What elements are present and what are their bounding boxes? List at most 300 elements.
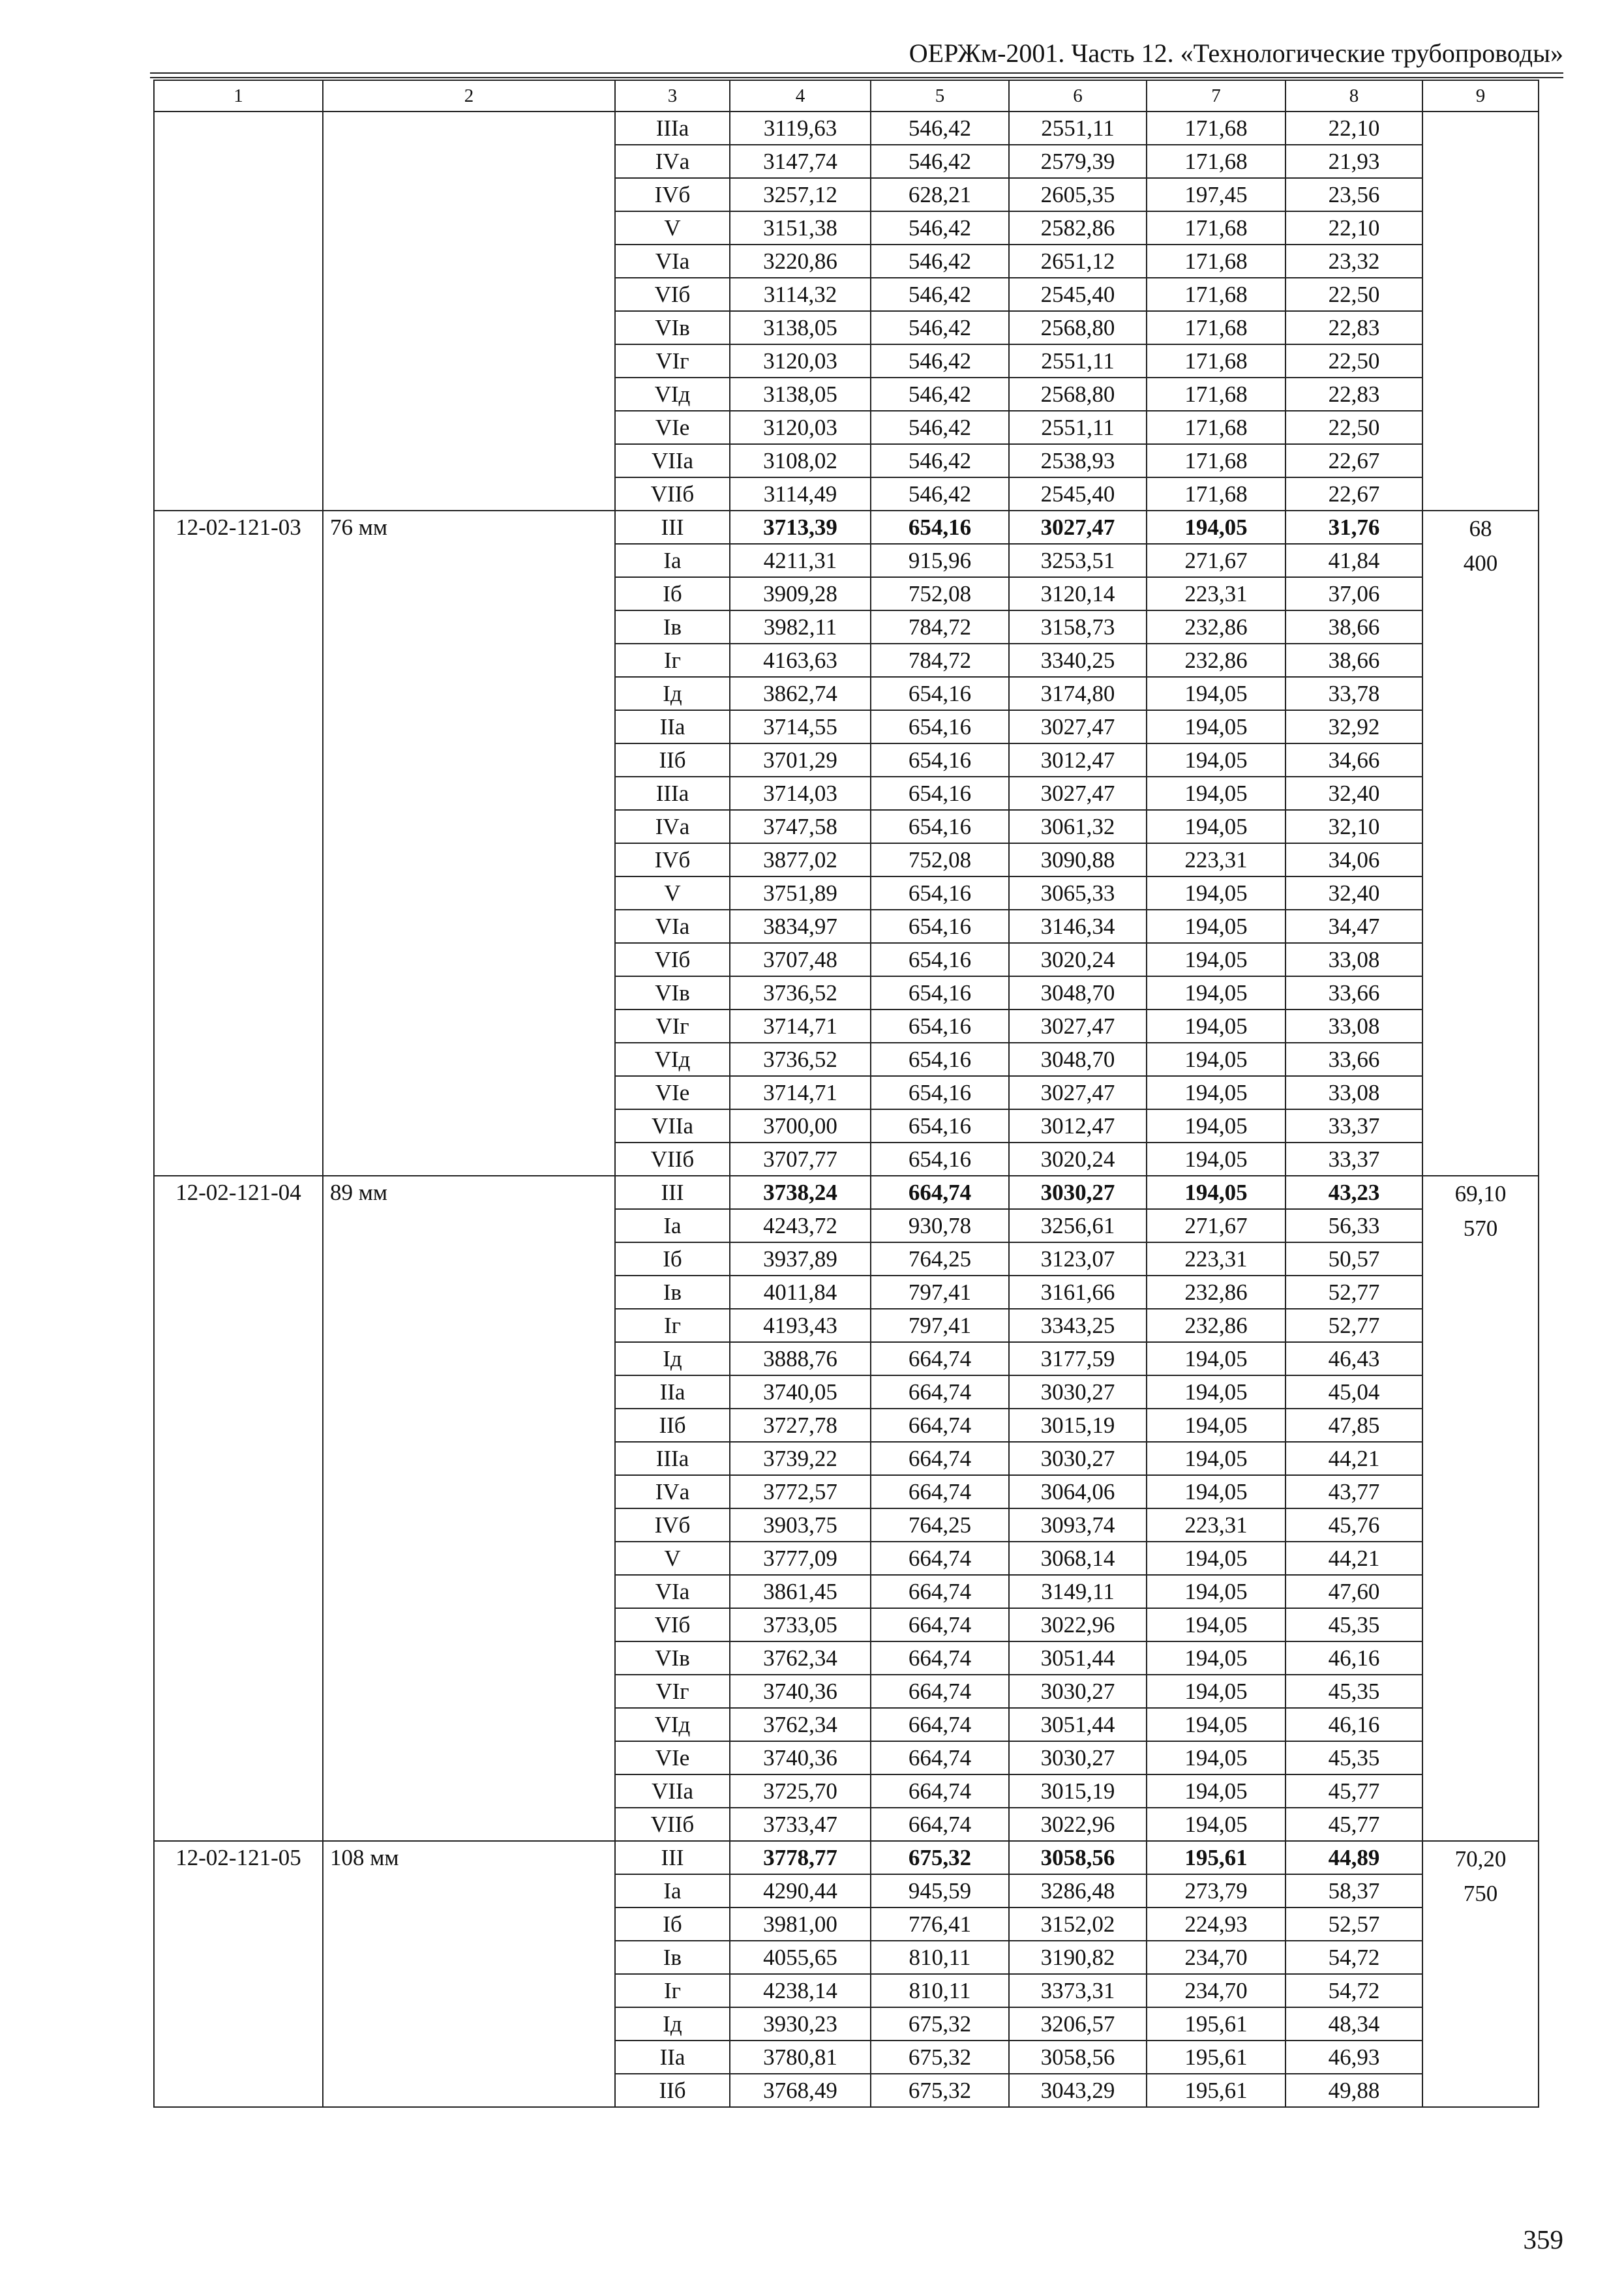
value-cell: 3736,52 bbox=[730, 976, 871, 1010]
value-cell: 232,86 bbox=[1147, 1276, 1286, 1309]
condition-cell: VIIб bbox=[615, 1143, 730, 1176]
value-cell: 675,32 bbox=[871, 2007, 1009, 2041]
value-cell: 3030,27 bbox=[1009, 1442, 1147, 1475]
value-cell: 46,16 bbox=[1286, 1708, 1422, 1741]
value-cell: 3030,27 bbox=[1009, 1675, 1147, 1708]
value-cell: 945,59 bbox=[871, 1874, 1009, 1908]
column-number-cell: 7 bbox=[1147, 80, 1286, 112]
value-cell: 232,86 bbox=[1147, 1309, 1286, 1342]
value-cell: 43,77 bbox=[1286, 1475, 1422, 1508]
condition-cell: VIб bbox=[615, 1608, 730, 1641]
value-cell: 194,05 bbox=[1147, 677, 1286, 710]
value-cell: 546,42 bbox=[871, 477, 1009, 511]
value-cell: 3733,05 bbox=[730, 1608, 871, 1641]
value-cell: 3701,29 bbox=[730, 743, 871, 777]
value-cell: 3020,24 bbox=[1009, 1143, 1147, 1176]
value-cell: 2579,39 bbox=[1009, 145, 1147, 178]
value-cell: 3120,03 bbox=[730, 411, 871, 444]
value-cell: 171,68 bbox=[1147, 311, 1286, 344]
value-cell: 232,86 bbox=[1147, 644, 1286, 677]
value-cell: 915,96 bbox=[871, 544, 1009, 577]
value-cell: 664,74 bbox=[871, 1409, 1009, 1442]
column-number-cell: 5 bbox=[871, 80, 1009, 112]
value-cell: 3051,44 bbox=[1009, 1641, 1147, 1675]
value-cell: 784,72 bbox=[871, 610, 1009, 644]
value-cell: 930,78 bbox=[871, 1209, 1009, 1242]
value-cell: 3027,47 bbox=[1009, 1076, 1147, 1109]
value-cell: 3027,47 bbox=[1009, 710, 1147, 743]
value-cell: 3174,80 bbox=[1009, 677, 1147, 710]
value-cell: 3043,29 bbox=[1009, 2074, 1147, 2107]
value-cell: 654,16 bbox=[871, 1043, 1009, 1076]
value-cell: 194,05 bbox=[1147, 876, 1286, 910]
code-cell: 12-02-121-05 bbox=[154, 1841, 323, 2107]
condition-cell: Iб bbox=[615, 1908, 730, 1941]
condition-cell: VIб bbox=[615, 943, 730, 976]
value-cell: 3012,47 bbox=[1009, 743, 1147, 777]
code-cell bbox=[154, 112, 323, 511]
value-cell: 3190,82 bbox=[1009, 1941, 1147, 1974]
value-cell: 3888,76 bbox=[730, 1342, 871, 1375]
value-cell: 194,05 bbox=[1147, 1542, 1286, 1575]
value-cell: 3256,61 bbox=[1009, 1209, 1147, 1242]
value-cell: 194,05 bbox=[1147, 910, 1286, 943]
value-cell: 47,85 bbox=[1286, 1409, 1422, 1442]
condition-cell: VIв bbox=[615, 311, 730, 344]
value-cell: 32,92 bbox=[1286, 710, 1422, 743]
value-cell: 171,68 bbox=[1147, 378, 1286, 411]
value-cell: 546,42 bbox=[871, 245, 1009, 278]
value-cell: 3981,00 bbox=[730, 1908, 871, 1941]
value-cell: 3048,70 bbox=[1009, 976, 1147, 1010]
value-cell: 3930,23 bbox=[730, 2007, 871, 2041]
value-cell: 3727,78 bbox=[730, 1409, 871, 1442]
value-cell: 171,68 bbox=[1147, 211, 1286, 245]
condition-cell: IVб bbox=[615, 1508, 730, 1542]
value-cell: 22,50 bbox=[1286, 278, 1422, 311]
value-cell: 546,42 bbox=[871, 378, 1009, 411]
value-cell: 3768,49 bbox=[730, 2074, 871, 2107]
value-cell: 52,77 bbox=[1286, 1276, 1422, 1309]
value-cell: 46,16 bbox=[1286, 1641, 1422, 1675]
value-cell: 3027,47 bbox=[1009, 777, 1147, 810]
value-cell: 3149,11 bbox=[1009, 1575, 1147, 1608]
value-cell: 3736,52 bbox=[730, 1043, 871, 1076]
value-cell: 654,16 bbox=[871, 511, 1009, 544]
column-9-cell bbox=[1422, 1841, 1539, 2107]
value-cell: 171,68 bbox=[1147, 411, 1286, 444]
value-cell: 675,32 bbox=[871, 1841, 1009, 1874]
value-cell: 194,05 bbox=[1147, 943, 1286, 976]
condition-cell: Iа bbox=[615, 1209, 730, 1242]
condition-cell: Iв bbox=[615, 610, 730, 644]
value-cell: 47,60 bbox=[1286, 1575, 1422, 1608]
value-cell: 223,31 bbox=[1147, 1508, 1286, 1542]
value-cell: 546,42 bbox=[871, 311, 1009, 344]
value-cell: 3909,28 bbox=[730, 577, 871, 610]
value-cell: 46,93 bbox=[1286, 2041, 1422, 2074]
value-cell: 654,16 bbox=[871, 743, 1009, 777]
value-cell: 3982,11 bbox=[730, 610, 871, 644]
value-cell: 22,67 bbox=[1286, 477, 1422, 511]
value-cell: 3108,02 bbox=[730, 444, 871, 477]
value-cell: 675,32 bbox=[871, 2074, 1009, 2107]
value-cell: 3343,25 bbox=[1009, 1309, 1147, 1342]
condition-cell: IVб bbox=[615, 843, 730, 876]
value-cell: 3068,14 bbox=[1009, 1542, 1147, 1575]
page-number: 359 bbox=[1523, 2224, 1563, 2254]
value-cell: 171,68 bbox=[1147, 344, 1286, 378]
value-cell: 3058,56 bbox=[1009, 1841, 1147, 1874]
value-cell: 33,78 bbox=[1286, 677, 1422, 710]
diameter-cell bbox=[323, 112, 615, 511]
value-cell: 3762,34 bbox=[730, 1708, 871, 1741]
column-number-cell: 8 bbox=[1286, 80, 1422, 112]
value-cell: 3937,89 bbox=[730, 1242, 871, 1276]
value-cell: 3030,27 bbox=[1009, 1375, 1147, 1409]
value-cell: 3714,71 bbox=[730, 1010, 871, 1043]
condition-cell: Iг bbox=[615, 644, 730, 677]
value-cell: 223,31 bbox=[1147, 577, 1286, 610]
condition-cell: IVа bbox=[615, 810, 730, 843]
value-cell: 654,16 bbox=[871, 1010, 1009, 1043]
value-cell: 171,68 bbox=[1147, 444, 1286, 477]
value-cell: 654,16 bbox=[871, 1076, 1009, 1109]
value-cell: 38,66 bbox=[1286, 610, 1422, 644]
value-cell: 232,86 bbox=[1147, 610, 1286, 644]
value-cell: 194,05 bbox=[1147, 1076, 1286, 1109]
code-cell: 12-02-121-03 bbox=[154, 511, 323, 1176]
condition-cell: VIд bbox=[615, 1043, 730, 1076]
value-cell: 194,05 bbox=[1147, 1143, 1286, 1176]
condition-cell: V bbox=[615, 876, 730, 910]
condition-cell: IIа bbox=[615, 710, 730, 743]
value-cell: 3061,32 bbox=[1009, 810, 1147, 843]
value-cell: 3740,36 bbox=[730, 1741, 871, 1774]
value-cell: 3340,25 bbox=[1009, 644, 1147, 677]
condition-cell: IIб bbox=[615, 743, 730, 777]
value-cell: 3740,36 bbox=[730, 1675, 871, 1708]
column-number-cell: 9 bbox=[1422, 80, 1539, 112]
value-cell: 44,21 bbox=[1286, 1542, 1422, 1575]
value-cell: 654,16 bbox=[871, 810, 1009, 843]
value-cell: 271,67 bbox=[1147, 1209, 1286, 1242]
value-cell: 58,37 bbox=[1286, 1874, 1422, 1908]
value-cell: 3777,09 bbox=[730, 1542, 871, 1575]
value-cell: 32,40 bbox=[1286, 876, 1422, 910]
value-cell: 664,74 bbox=[871, 1342, 1009, 1375]
value-cell: 45,35 bbox=[1286, 1608, 1422, 1641]
value-cell: 3020,24 bbox=[1009, 943, 1147, 976]
value-cell: 2545,40 bbox=[1009, 477, 1147, 511]
value-cell: 664,74 bbox=[871, 1808, 1009, 1841]
value-cell: 3220,86 bbox=[730, 245, 871, 278]
value-cell: 194,05 bbox=[1147, 1575, 1286, 1608]
value-cell: 3146,34 bbox=[1009, 910, 1147, 943]
value-cell: 3147,74 bbox=[730, 145, 871, 178]
value-cell: 171,68 bbox=[1147, 112, 1286, 145]
value-cell: 171,68 bbox=[1147, 245, 1286, 278]
value-cell: 234,70 bbox=[1147, 1974, 1286, 2007]
value-cell: 546,42 bbox=[871, 211, 1009, 245]
value-cell: 194,05 bbox=[1147, 1342, 1286, 1375]
value-cell: 194,05 bbox=[1147, 777, 1286, 810]
value-cell: 3714,03 bbox=[730, 777, 871, 810]
value-cell: 21,93 bbox=[1286, 145, 1422, 178]
value-cell: 54,72 bbox=[1286, 1941, 1422, 1974]
value-cell: 3739,22 bbox=[730, 1442, 871, 1475]
value-cell: 33,66 bbox=[1286, 1043, 1422, 1076]
value-cell: 3120,03 bbox=[730, 344, 871, 378]
value-cell: 3286,48 bbox=[1009, 1874, 1147, 1908]
value-cell: 3138,05 bbox=[730, 311, 871, 344]
value-cell: 3161,66 bbox=[1009, 1276, 1147, 1309]
value-cell: 234,70 bbox=[1147, 1941, 1286, 1974]
value-cell: 22,50 bbox=[1286, 411, 1422, 444]
value-cell: 45,77 bbox=[1286, 1774, 1422, 1808]
value-cell: 2551,11 bbox=[1009, 411, 1147, 444]
value-cell: 194,05 bbox=[1147, 1675, 1286, 1708]
value-cell: 48,34 bbox=[1286, 2007, 1422, 2041]
value-cell: 3778,77 bbox=[730, 1841, 871, 1874]
value-cell: 171,68 bbox=[1147, 278, 1286, 311]
column-9-cell bbox=[1422, 511, 1539, 1176]
value-cell: 764,25 bbox=[871, 1242, 1009, 1276]
condition-cell: VIа bbox=[615, 1575, 730, 1608]
value-cell: 810,11 bbox=[871, 1941, 1009, 1974]
value-cell: 32,10 bbox=[1286, 810, 1422, 843]
condition-cell: IIб bbox=[615, 2074, 730, 2107]
value-cell: 3862,74 bbox=[730, 677, 871, 710]
value-cell: 4193,43 bbox=[730, 1309, 871, 1342]
value-cell: 194,05 bbox=[1147, 1375, 1286, 1409]
value-cell: 546,42 bbox=[871, 278, 1009, 311]
value-cell: 45,77 bbox=[1286, 1808, 1422, 1841]
condition-cell: VIIа bbox=[615, 444, 730, 477]
value-cell: 3030,27 bbox=[1009, 1741, 1147, 1774]
value-cell: 4290,44 bbox=[730, 1874, 871, 1908]
value-cell: 52,57 bbox=[1286, 1908, 1422, 1941]
condition-cell: VIе bbox=[615, 1076, 730, 1109]
value-cell: 546,42 bbox=[871, 411, 1009, 444]
price-table bbox=[153, 80, 1539, 2108]
value-cell: 3015,19 bbox=[1009, 1774, 1147, 1808]
value-cell: 664,74 bbox=[871, 1542, 1009, 1575]
condition-cell: VIа bbox=[615, 245, 730, 278]
value-cell: 194,05 bbox=[1147, 710, 1286, 743]
condition-cell: VIг bbox=[615, 1010, 730, 1043]
running-head: ОЕРЖм-2001. Часть 12. «Технологические трубопроводы» bbox=[909, 38, 1563, 68]
column-number-cell: 1 bbox=[154, 80, 323, 112]
value-cell: 34,06 bbox=[1286, 843, 1422, 876]
value-cell: 3733,47 bbox=[730, 1808, 871, 1841]
value-cell: 2582,86 bbox=[1009, 211, 1147, 245]
value-cell: 3714,71 bbox=[730, 1076, 871, 1109]
condition-cell: VIв bbox=[615, 1641, 730, 1675]
value-cell: 664,74 bbox=[871, 1741, 1009, 1774]
value-cell: 797,41 bbox=[871, 1276, 1009, 1309]
column-9-value: 400 bbox=[1463, 550, 1498, 576]
condition-cell: VIг bbox=[615, 1675, 730, 1708]
value-cell: 194,05 bbox=[1147, 743, 1286, 777]
diameter-cell: 89 мм bbox=[323, 1176, 615, 1841]
column-9-cell bbox=[1422, 1176, 1539, 1841]
value-cell: 45,35 bbox=[1286, 1675, 1422, 1708]
condition-cell: VIд bbox=[615, 1708, 730, 1741]
value-cell: 3877,02 bbox=[730, 843, 871, 876]
value-cell: 664,74 bbox=[871, 1475, 1009, 1508]
value-cell: 3780,81 bbox=[730, 2041, 871, 2074]
table-body bbox=[154, 80, 1539, 2107]
value-cell: 3114,32 bbox=[730, 278, 871, 311]
condition-cell: Iд bbox=[615, 677, 730, 710]
value-cell: 22,10 bbox=[1286, 112, 1422, 145]
value-cell: 194,05 bbox=[1147, 1641, 1286, 1675]
value-cell: 752,08 bbox=[871, 577, 1009, 610]
value-cell: 49,88 bbox=[1286, 2074, 1422, 2107]
diameter-cell: 108 мм bbox=[323, 1841, 615, 2107]
value-cell: 22,83 bbox=[1286, 311, 1422, 344]
condition-cell: VIб bbox=[615, 278, 730, 311]
value-cell: 33,08 bbox=[1286, 1010, 1422, 1043]
condition-cell: V bbox=[615, 211, 730, 245]
column-number-cell: 4 bbox=[730, 80, 871, 112]
condition-cell: Iа bbox=[615, 544, 730, 577]
value-cell: 2568,80 bbox=[1009, 311, 1147, 344]
value-cell: 194,05 bbox=[1147, 1475, 1286, 1508]
code-cell: 12-02-121-04 bbox=[154, 1176, 323, 1841]
value-cell: 3714,55 bbox=[730, 710, 871, 743]
condition-cell: IVа bbox=[615, 1475, 730, 1508]
value-cell: 764,25 bbox=[871, 1508, 1009, 1542]
value-cell: 3751,89 bbox=[730, 876, 871, 910]
value-cell: 3022,96 bbox=[1009, 1808, 1147, 1841]
condition-cell: VIд bbox=[615, 378, 730, 411]
table-row bbox=[154, 511, 1539, 544]
condition-cell: VIв bbox=[615, 976, 730, 1010]
value-cell: 2538,93 bbox=[1009, 444, 1147, 477]
value-cell: 4243,72 bbox=[730, 1209, 871, 1242]
condition-cell: VIIа bbox=[615, 1774, 730, 1808]
condition-cell: VIIб bbox=[615, 1808, 730, 1841]
value-cell: 3022,96 bbox=[1009, 1608, 1147, 1641]
value-cell: 54,72 bbox=[1286, 1974, 1422, 2007]
table-row bbox=[154, 1841, 1539, 1874]
value-cell: 34,66 bbox=[1286, 743, 1422, 777]
column-9-value: 70,20 bbox=[1454, 1846, 1507, 1872]
value-cell: 3012,47 bbox=[1009, 1109, 1147, 1143]
value-cell: 45,04 bbox=[1286, 1375, 1422, 1409]
value-cell: 784,72 bbox=[871, 644, 1009, 677]
value-cell: 664,74 bbox=[871, 1442, 1009, 1475]
table-row bbox=[154, 1176, 1539, 1209]
value-cell: 3090,88 bbox=[1009, 843, 1147, 876]
value-cell: 194,05 bbox=[1147, 810, 1286, 843]
condition-cell: Iа bbox=[615, 1874, 730, 1908]
value-cell: 195,61 bbox=[1147, 1841, 1286, 1874]
value-cell: 171,68 bbox=[1147, 477, 1286, 511]
value-cell: 194,05 bbox=[1147, 1708, 1286, 1741]
condition-cell: VIа bbox=[615, 910, 730, 943]
value-cell: 546,42 bbox=[871, 344, 1009, 378]
value-cell: 33,37 bbox=[1286, 1143, 1422, 1176]
column-9-value: 69,10 bbox=[1454, 1181, 1507, 1206]
value-cell: 3065,33 bbox=[1009, 876, 1147, 910]
condition-cell: Iб bbox=[615, 577, 730, 610]
value-cell: 3257,12 bbox=[730, 178, 871, 211]
condition-cell: IVб bbox=[615, 178, 730, 211]
value-cell: 628,21 bbox=[871, 178, 1009, 211]
value-cell: 3707,48 bbox=[730, 943, 871, 976]
value-cell: 654,16 bbox=[871, 876, 1009, 910]
column-number-cell: 6 bbox=[1009, 80, 1147, 112]
value-cell: 22,10 bbox=[1286, 211, 1422, 245]
value-cell: 43,23 bbox=[1286, 1176, 1422, 1209]
value-cell: 3772,57 bbox=[730, 1475, 871, 1508]
value-cell: 194,05 bbox=[1147, 1442, 1286, 1475]
value-cell: 271,67 bbox=[1147, 544, 1286, 577]
value-cell: 37,06 bbox=[1286, 577, 1422, 610]
value-cell: 194,05 bbox=[1147, 1774, 1286, 1808]
value-cell: 3064,06 bbox=[1009, 1475, 1147, 1508]
diameter-cell: 76 мм bbox=[323, 511, 615, 1176]
value-cell: 3114,49 bbox=[730, 477, 871, 511]
value-cell: 194,05 bbox=[1147, 511, 1286, 544]
condition-cell: VIIа bbox=[615, 1109, 730, 1143]
value-cell: 194,05 bbox=[1147, 1109, 1286, 1143]
value-cell: 3123,07 bbox=[1009, 1242, 1147, 1276]
value-cell: 31,76 bbox=[1286, 511, 1422, 544]
value-cell: 46,43 bbox=[1286, 1342, 1422, 1375]
value-cell: 3015,19 bbox=[1009, 1409, 1147, 1442]
column-number-row bbox=[154, 80, 1539, 112]
value-cell: 3903,75 bbox=[730, 1508, 871, 1542]
value-cell: 3762,34 bbox=[730, 1641, 871, 1675]
value-cell: 654,16 bbox=[871, 710, 1009, 743]
value-cell: 22,83 bbox=[1286, 378, 1422, 411]
value-cell: 22,50 bbox=[1286, 344, 1422, 378]
value-cell: 2605,35 bbox=[1009, 178, 1147, 211]
value-cell: 194,05 bbox=[1147, 1808, 1286, 1841]
value-cell: 194,05 bbox=[1147, 1608, 1286, 1641]
value-cell: 654,16 bbox=[871, 1143, 1009, 1176]
column-9-value: 68 bbox=[1469, 516, 1492, 541]
value-cell: 195,61 bbox=[1147, 2007, 1286, 2041]
value-cell: 664,74 bbox=[871, 1641, 1009, 1675]
value-cell: 546,42 bbox=[871, 444, 1009, 477]
value-cell: 3834,97 bbox=[730, 910, 871, 943]
condition-cell: VIг bbox=[615, 344, 730, 378]
value-cell: 2651,12 bbox=[1009, 245, 1147, 278]
value-cell: 45,35 bbox=[1286, 1741, 1422, 1774]
value-cell: 3740,05 bbox=[730, 1375, 871, 1409]
value-cell: 654,16 bbox=[871, 677, 1009, 710]
value-cell: 3030,27 bbox=[1009, 1176, 1147, 1209]
header-rule bbox=[150, 72, 1563, 74]
value-cell: 752,08 bbox=[871, 843, 1009, 876]
value-cell: 664,74 bbox=[871, 1675, 1009, 1708]
value-cell: 664,74 bbox=[871, 1575, 1009, 1608]
value-cell: 2551,11 bbox=[1009, 344, 1147, 378]
condition-cell: IIIа bbox=[615, 777, 730, 810]
value-cell: 654,16 bbox=[871, 1109, 1009, 1143]
condition-cell: VIIб bbox=[615, 477, 730, 511]
value-cell: 3725,70 bbox=[730, 1774, 871, 1808]
value-cell: 194,05 bbox=[1147, 1010, 1286, 1043]
value-cell: 22,67 bbox=[1286, 444, 1422, 477]
condition-cell: IIа bbox=[615, 1375, 730, 1409]
value-cell: 2568,80 bbox=[1009, 378, 1147, 411]
